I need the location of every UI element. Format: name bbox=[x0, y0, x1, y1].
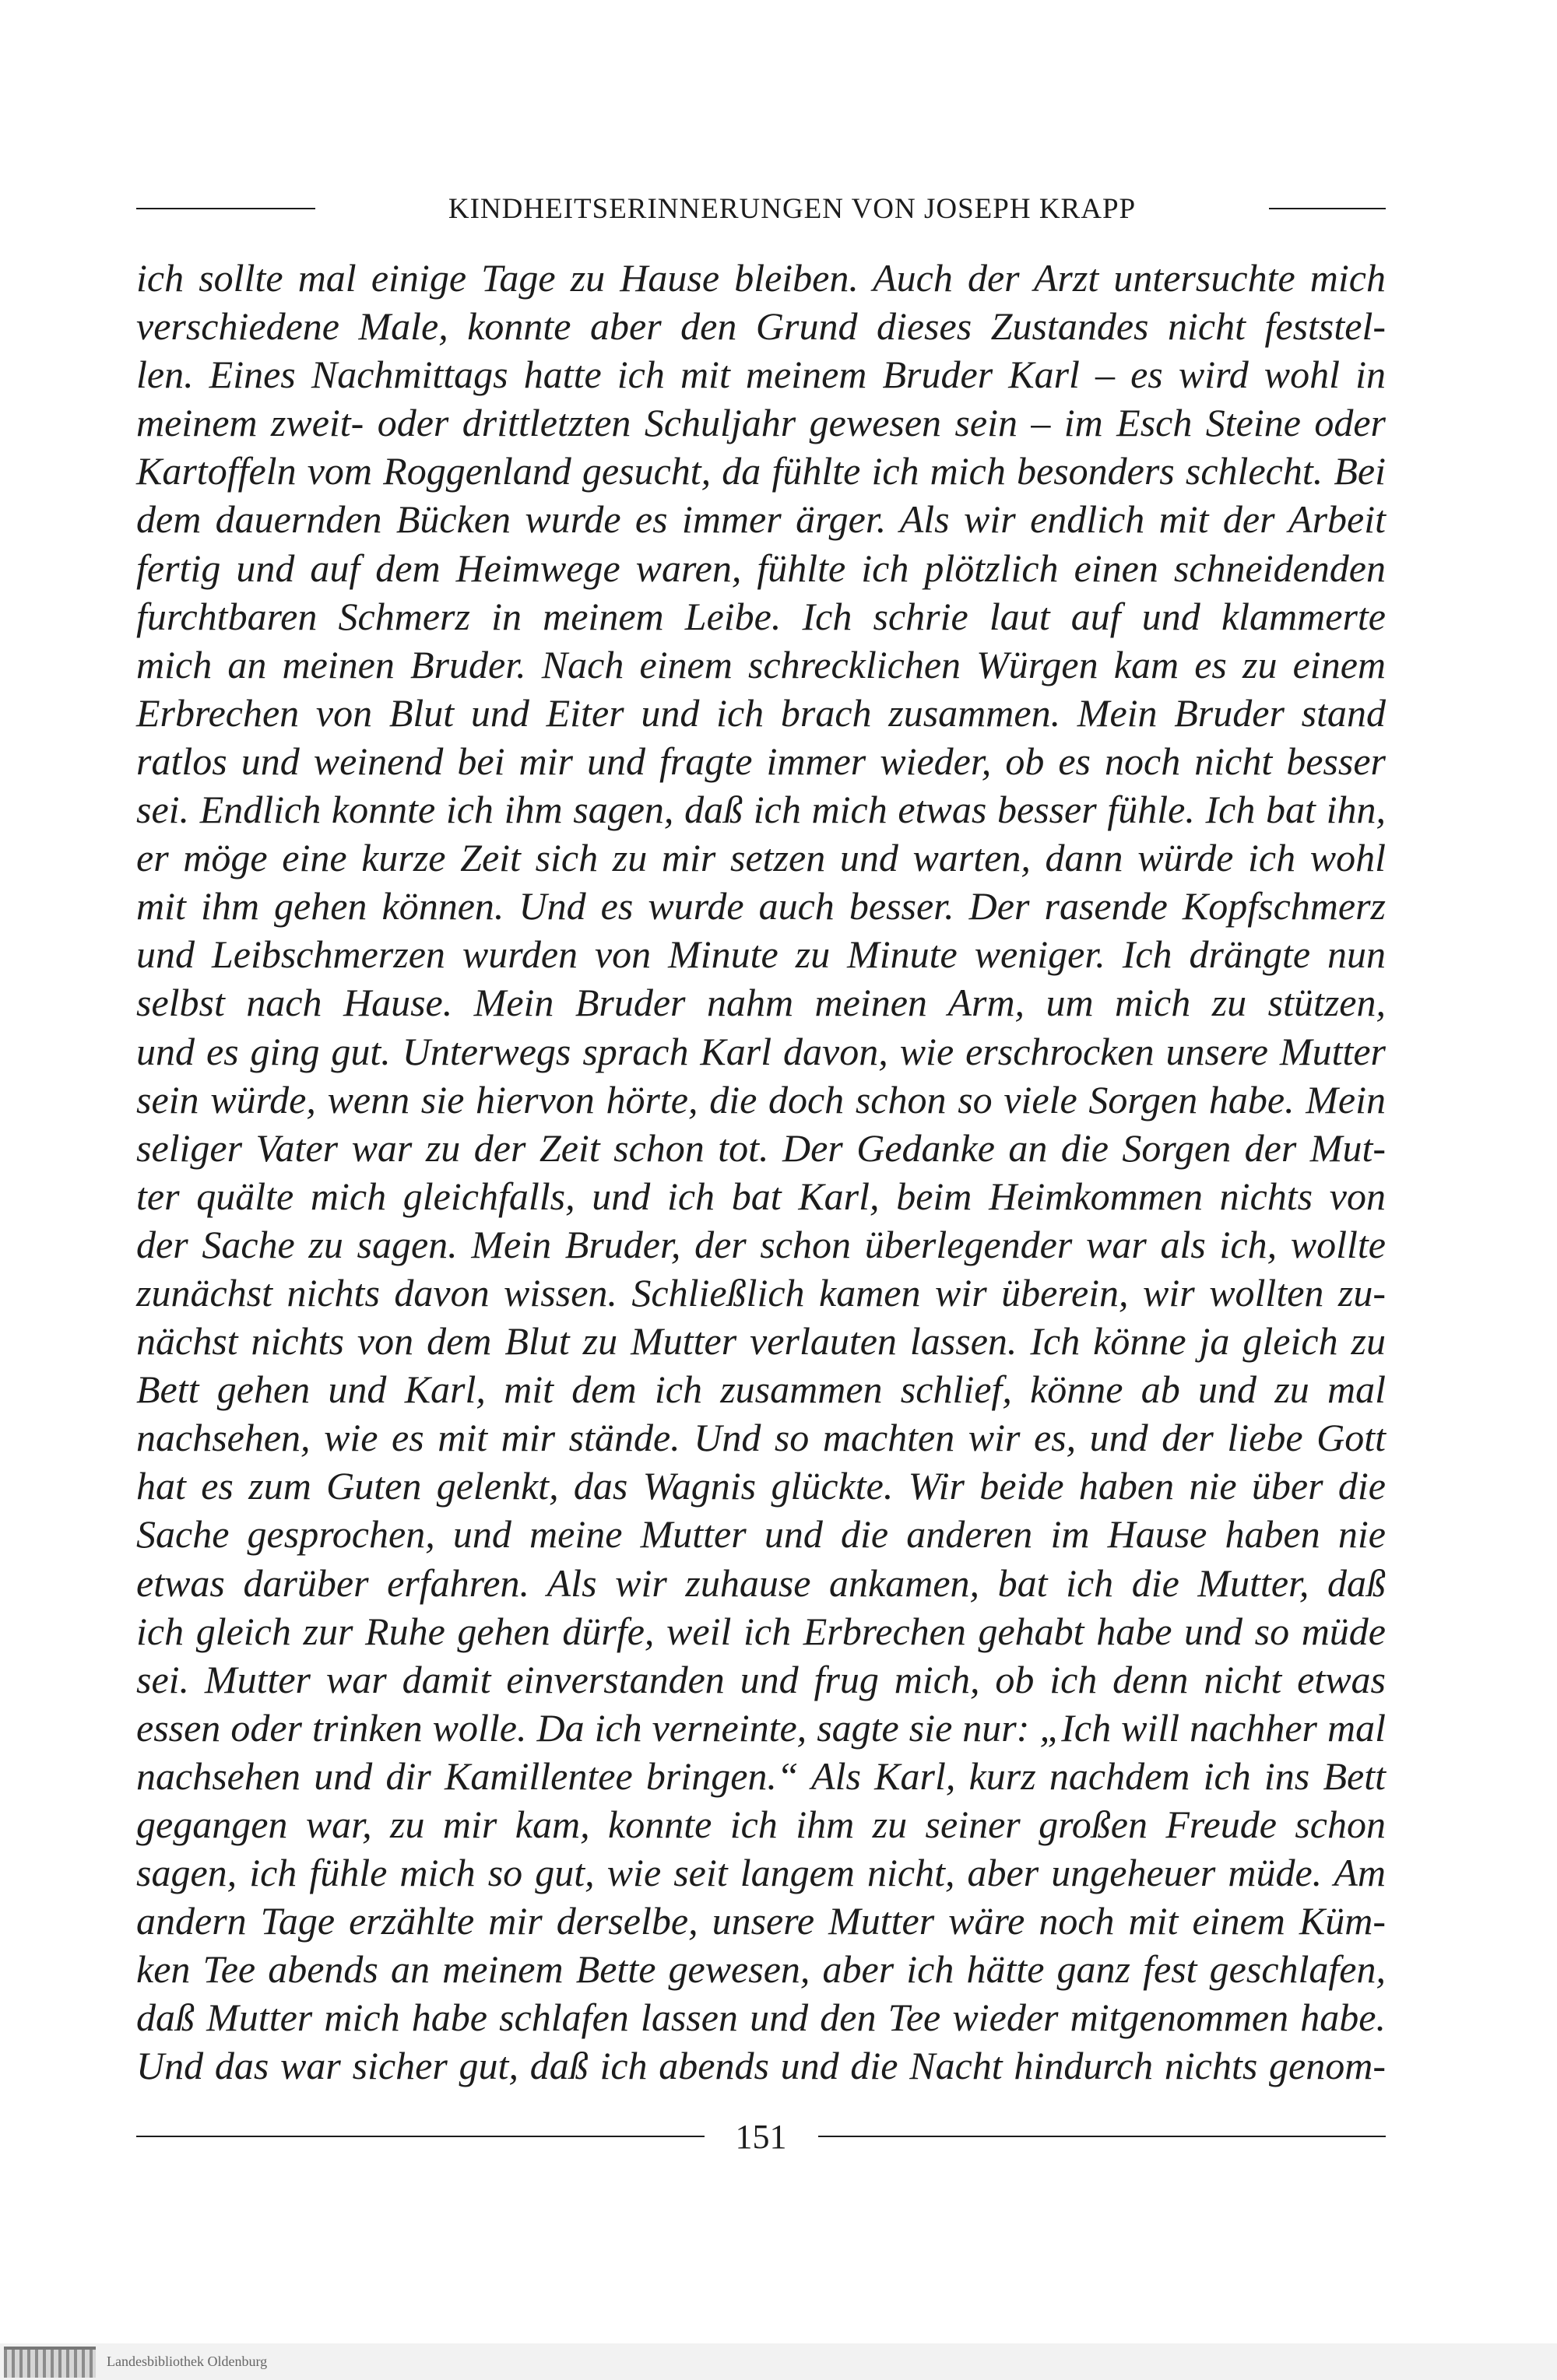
text-line: nachsehen, wie es mit mir stände. Und so machten wir es, und der liebe Gott bbox=[136, 1416, 1386, 1460]
body-text bbox=[136, 254, 1386, 2090]
text-line: Kartoffeln vom Roggenland gesucht, da fühlte ich mich besonders schlecht. Bei bbox=[136, 449, 1386, 493]
text-line: sagen, ich fühle mich so gut, wie seit langem nicht, aber ungeheuer müde. Am bbox=[136, 1851, 1386, 1895]
text-line: daß Mutter mich habe schlafen lassen und den Tee wieder mitgenommen habe. bbox=[136, 1996, 1386, 2040]
text-line: ich sollte mal einige Tage zu Hause bleiben. Auch der Arzt untersuchte mich bbox=[136, 256, 1386, 300]
footer-rule-right bbox=[818, 2136, 1387, 2137]
text-line: ratlos und weinend bei mir und fragte immer wieder, ob es noch nicht besser bbox=[136, 739, 1386, 783]
text-line: seliger Vater war zu der Zeit schon tot. Der Gedanke an die Sorgen der Mut- bbox=[136, 1125, 1386, 1170]
page-footer bbox=[136, 2109, 1386, 2164]
running-head-title: KINDHEITSERINNERUNGEN VON JOSEPH KRAPP bbox=[448, 192, 1137, 225]
header-rule-right bbox=[1269, 208, 1386, 209]
text-line: essen oder trinken wolle. Da ich verneinte, sagte sie nur: „Ich will nachher mal bbox=[136, 1705, 1386, 1750]
text-line: Bett gehen und Karl, mit dem ich zusammen schlief, könne ab und zu mal bbox=[136, 1367, 1386, 1412]
text-line: Und das war sicher gut, daß ich abends und die Nacht hindurch nichts genom- bbox=[136, 2044, 1386, 2088]
text-line: und es ging gut. Unterwegs sprach Karl davon, wie erschrocken unsere Mutter bbox=[136, 1029, 1386, 1073]
page-number: 151 bbox=[735, 2117, 787, 2156]
text-line: fertig und auf dem Heimwege waren, fühlte ich plötzlich einen schneidenden bbox=[136, 546, 1386, 590]
running-header bbox=[136, 185, 1386, 232]
text-line: Erbrechen von Blut und Eiter und ich brach zusammen. Mein Bruder stand bbox=[136, 690, 1386, 735]
text-line: mich an meinen Bruder. Nach einem schrecklichen Würgen kam es zu einem bbox=[136, 642, 1386, 686]
text-line: andern Tage erzählte mir derselbe, unsere Mutter wäre noch mit einem Küm- bbox=[136, 1899, 1386, 1943]
text-line: dem dauernden Bücken wurde es immer ärger. Als wir endlich mit der Arbeit bbox=[136, 497, 1386, 542]
text-line: meinem zweit- oder drittletzten Schuljahr gewesen sein – im Esch Steine oder bbox=[136, 401, 1386, 445]
text-line: ken Tee abends an meinem Bette gewesen, aber ich hätte ganz fest geschlafen, bbox=[136, 1947, 1386, 1992]
text-line: selbst nach Hause. Mein Bruder nahm meinen Arm, um mich zu stützen, bbox=[136, 981, 1386, 1025]
library-watermark bbox=[0, 2343, 1557, 2380]
text-line: furchtbaren Schmerz in meinem Leibe. Ich schrie laut auf und klammerte bbox=[136, 594, 1386, 638]
text-line: ter quälte mich gleichfalls, und ich bat Karl, beim Heimkommen nichts von bbox=[136, 1174, 1386, 1218]
footer-rule-left bbox=[136, 2136, 705, 2137]
text-line: zunächst nichts davon wissen. Schließlich kamen wir überein, wir wollten zu- bbox=[136, 1270, 1386, 1315]
text-line: verschiedene Male, konnte aber den Grund dieses Zustandes nicht feststel- bbox=[136, 304, 1386, 349]
text-line: ich gleich zur Ruhe gehen dürfe, weil ich Erbrechen gehabt habe und so müde bbox=[136, 1609, 1386, 1653]
header-rule-left bbox=[136, 208, 315, 209]
text-line: etwas darüber erfahren. Als wir zuhause ankamen, bat ich die Mutter, daß bbox=[136, 1560, 1386, 1605]
text-line: sei. Endlich konnte ich ihm sagen, daß ich mich etwas besser fühle. Ich bat ihn, bbox=[136, 788, 1386, 832]
text-line: mit ihm gehen können. Und es wurde auch besser. Der rasende Kopfschmerz bbox=[136, 884, 1386, 928]
text-line: nachsehen und dir Kamillentee bringen.“ Als Karl, kurz nachdem ich ins Bett bbox=[136, 1753, 1386, 1798]
text-line: sei. Mutter war damit einverstanden und frug mich, ob ich denn nicht etwas bbox=[136, 1657, 1386, 1701]
text-line: hat es zum Guten gelenkt, das Wagnis glückte. Wir beide haben nie über die bbox=[136, 1464, 1386, 1508]
library-name: Landesbibliothek Oldenburg bbox=[107, 2354, 268, 2369]
text-line: nächst nichts von dem Blut zu Mutter verlauten lassen. Ich könne ja gleich zu bbox=[136, 1319, 1386, 1364]
text-line: sein würde, wenn sie hiervon hörte, die doch schon so viele Sorgen habe. Mein bbox=[136, 1077, 1386, 1122]
text-line: Sache gesprochen, und meine Mutter und die anderen im Hause haben nie bbox=[136, 1512, 1386, 1557]
library-building-icon bbox=[4, 2347, 96, 2378]
text-line: er möge eine kurze Zeit sich zu mir setzen und warten, dann würde ich wohl bbox=[136, 836, 1386, 880]
text-line: gegangen war, zu mir kam, konnte ich ihm zu seiner großen Freude schon bbox=[136, 1803, 1386, 1846]
text-line: len. Eines Nachmittags hatte ich mit meinem Bruder Karl – es wird wohl in bbox=[136, 353, 1386, 397]
text-line: der Sache zu sagen. Mein Bruder, der schon überlegender war als ich, wollte bbox=[136, 1222, 1386, 1266]
text-line: und Leibschmerzen wurden von Minute zu Minute weniger. Ich drängte nun bbox=[136, 932, 1386, 977]
